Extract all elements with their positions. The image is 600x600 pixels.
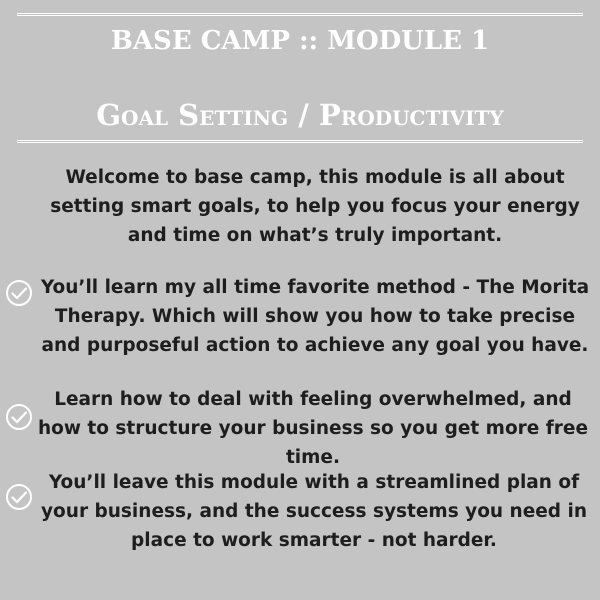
check-circle-icon	[5, 403, 33, 431]
intro-paragraph: Welcome to base camp, this module is all about setting smart goals, to help you focus your energy and time on what’s truly important.	[50, 167, 580, 246]
bottom-divider	[17, 140, 583, 143]
top-divider	[17, 13, 583, 16]
module-subtitle: Goal Setting / Productivity	[96, 98, 504, 132]
module-title: BASE CAMP :: MODULE 1	[110, 26, 490, 56]
bullet-paragraph-plan: You’ll leave this module with a streamlined plan of your business, and the success systems you need in place to work smarter - not harder.	[41, 472, 587, 551]
check-circle-icon	[5, 279, 33, 307]
bullet-paragraph-morita: You’ll learn my all time favorite method - The Morita Therapy. Which will show you how to take precise and purposeful action to achieve any goal you have.	[40, 277, 590, 356]
check-circle-icon	[5, 483, 33, 511]
bullet-paragraph-overwhelm: Learn how to deal with feeling overwhelmed, and how to structure your business so you get more free time.	[37, 389, 589, 468]
